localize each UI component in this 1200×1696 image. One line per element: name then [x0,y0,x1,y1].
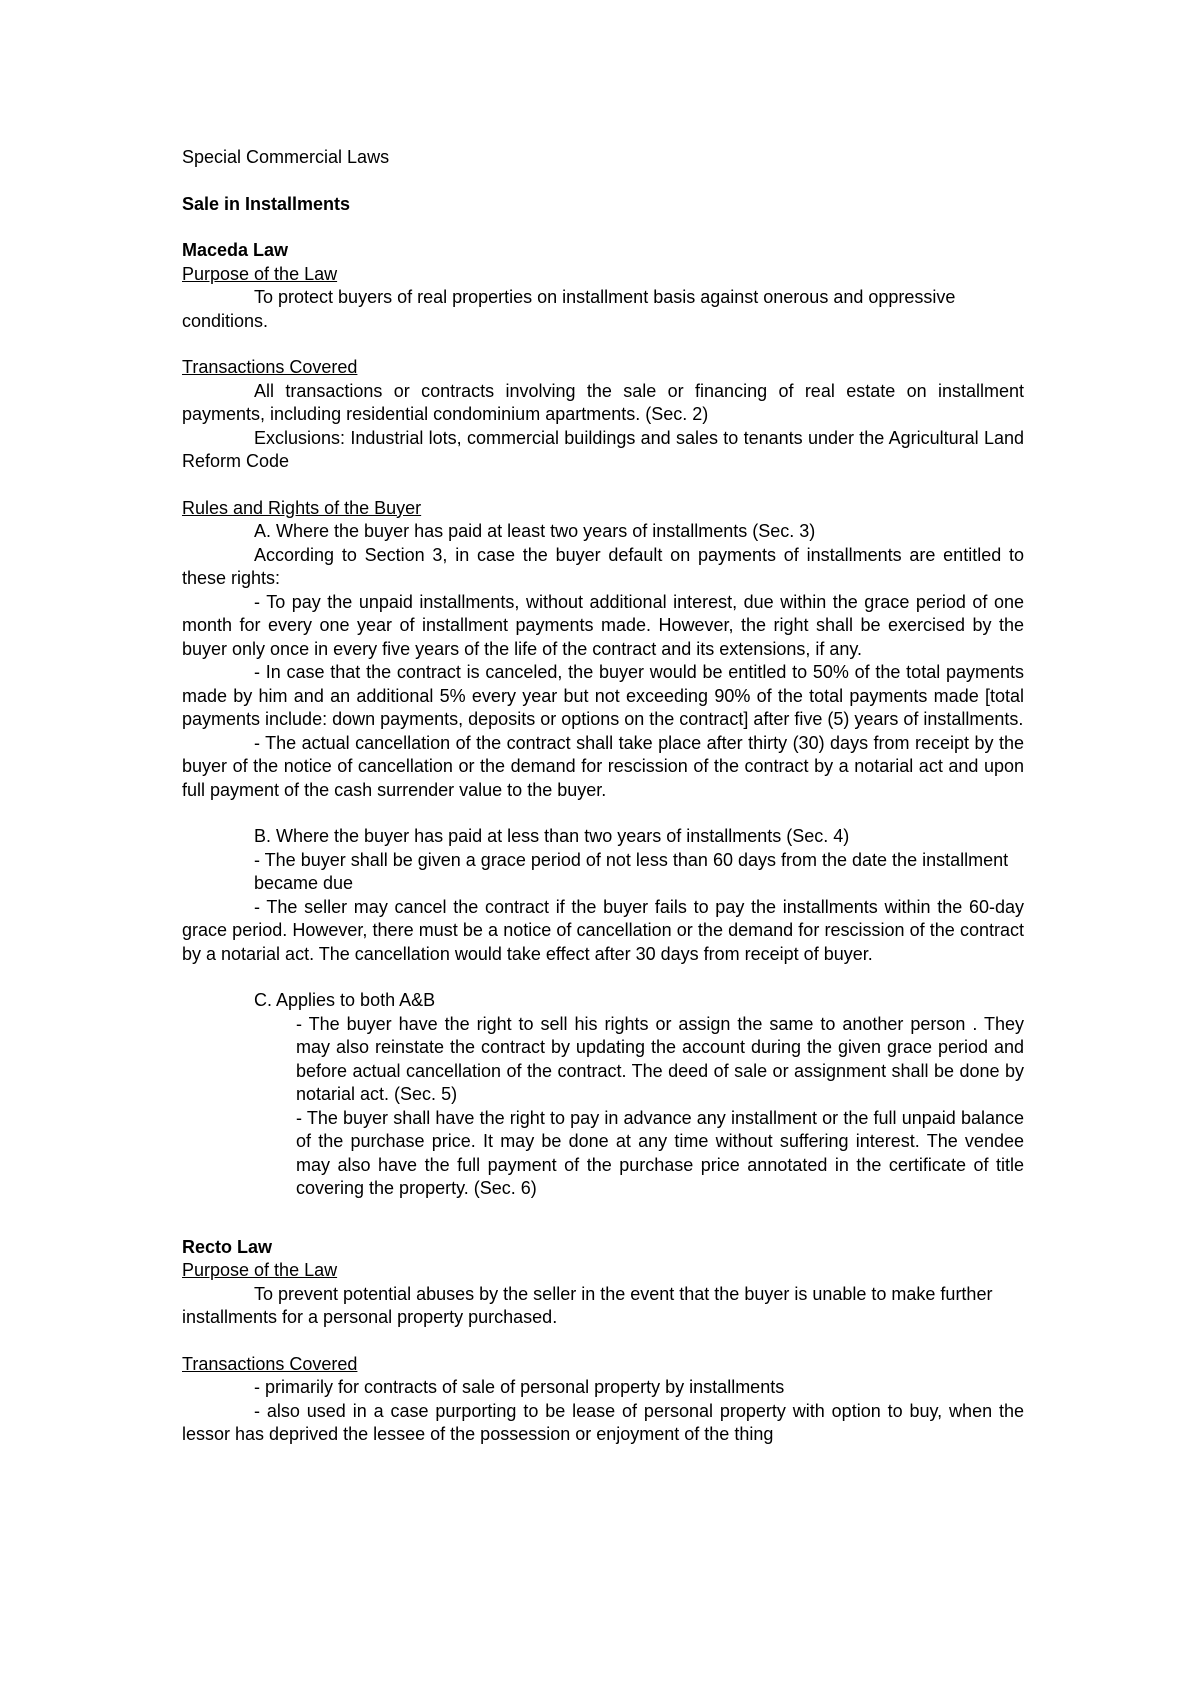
rule-c-item: - The buyer have the right to sell his rights or assign the same to another person . They may also reinstate the contract by updating the account during the given grace period and before actual cancellation of the contract. The deed of sale or assignment shall be done by notarial act. (Sec. 5) [296,1013,1024,1104]
recto-transaction-item: - primarily for contracts of sale of personal property by installments [254,1377,785,1397]
maceda-exclusions-text: Exclusions: Industrial lots, commercial buildings and sales to tenants under the Agricultural Land Reform Code [182,427,1024,471]
maceda-rules-heading: Rules and Rights of the Buyer [182,497,422,518]
maceda-purpose-heading: Purpose of the Law [182,263,338,284]
rule-a-intro: According to Section 3, in case the buyer default on payments of installments are entitled to these rights: [182,544,1024,588]
rule-a-item: - In case that the contract is canceled, the buyer would be entitled to 50% of the total payments made by him and an additional 5% every year but not exceeding 90% of the total payments made [total payments include: down payments, deposits or options on the contract] after five (5) years of installments. [182,662,1024,729]
rule-a-item: - The actual cancellation of the contract shall take place after thirty (30) days from receipt by the buyer of the notice of cancellation or the demand for rescission of the contract by a notarial act and upon full payment of the cash surrender value to the buyer. [182,732,1024,800]
maceda-heading: Maceda Law [182,240,289,260]
recto-purpose-heading: Purpose of the Law [182,1260,338,1280]
maceda-purpose-text: To protect buyers of real properties on installment basis against onerous and oppressive conditions. [182,287,956,331]
document-title: Special Commercial Laws [182,147,390,167]
rule-a-item: - To pay the unpaid installments, without additional interest, due within the grace period of one month for every one year of installment payments made. However, the right shall be exercised by the buyer only once in every five years of the life of the contract and its extensions, if any. [182,591,1024,659]
recto-purpose-text: To prevent potential abuses by the seller in the event that the buyer is unable to make further installments for a personal property purchased. [182,1283,993,1327]
recto-transaction-item: - also used in a case purporting to be lease of personal property with option to buy, when the lessor has deprived the lessee of the possession or enjoyment of the thing [182,1400,1024,1444]
maceda-transactions-heading: Transactions Covered [182,357,358,377]
rule-b-heading: B. Where the buyer has paid at less than two years of installments (Sec. 4) [254,826,850,846]
rule-c-heading: C. Applies to both A&B [254,990,436,1010]
rule-b-item: - The seller may cancel the contract if the buyer fails to pay the installments within the 60-day grace period. However, there must be a notice of cancellation or the demand for rescission of the contract by a notarial act. The cancellation would take effect after 30 days from receipt of buyer. [182,896,1024,964]
document-content [182,146,1024,1447]
recto-heading: Recto Law [182,1236,273,1257]
rule-a-heading: A. Where the buyer has paid at least two years of installments (Sec. 3) [254,521,816,541]
recto-transactions-heading: Transactions Covered [182,1353,358,1374]
section-title: Sale in Installments [182,193,351,214]
rule-c-item: - The buyer shall have the right to pay in advance any installment or the full unpaid balance of the purchase price. It may be done at any time without suffering interest. The vendee may also have the full payment of the purchase price annotated in the certificate of title covering the property. (Sec. 6) [296,1107,1024,1198]
maceda-transactions-text: All transactions or contracts involving the sale or financing of real estate on installment payments, including residential condominium apartments. (Sec. 2) [182,380,1024,424]
rule-b-item: - The buyer shall be given a grace period of not less than 60 days from the date the installment became due [254,849,1009,893]
